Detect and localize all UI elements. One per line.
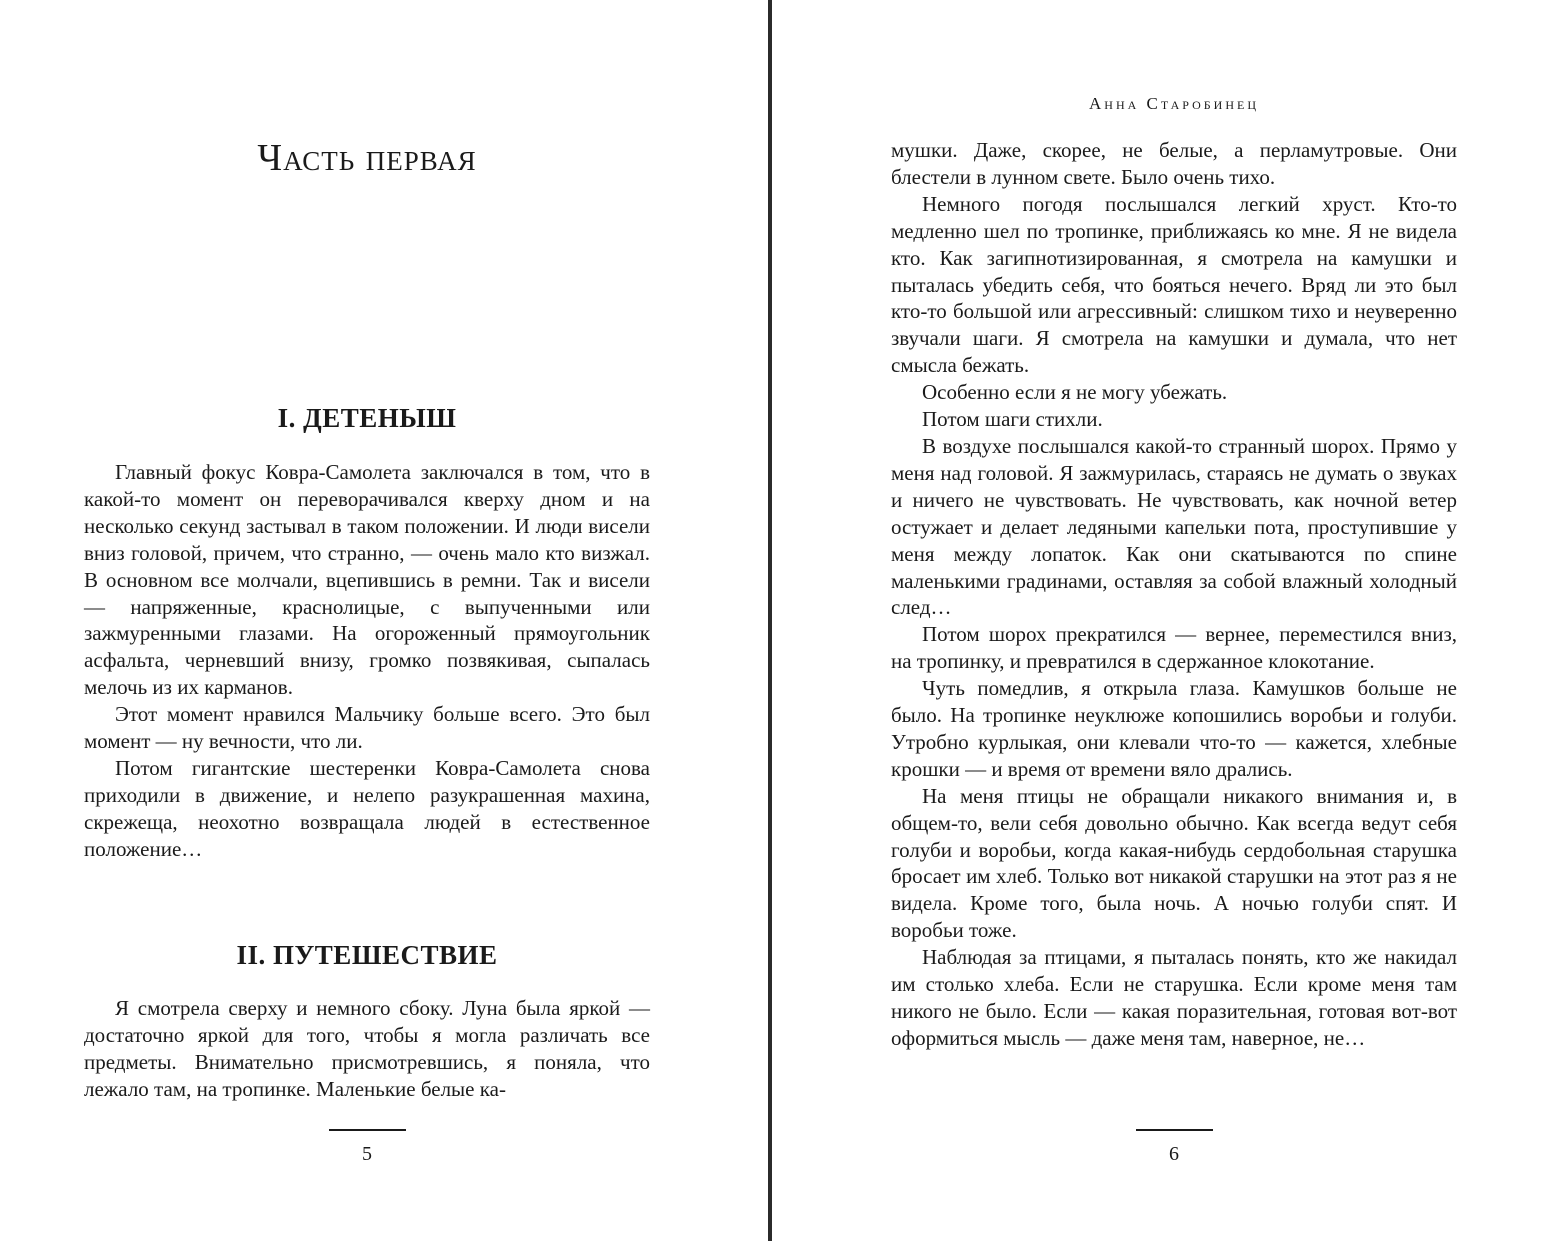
- page-number: 5: [362, 1143, 372, 1165]
- chapter-1-text: [84, 459, 650, 863]
- part-title: Часть первая: [257, 137, 477, 179]
- book-spine: [768, 0, 772, 1241]
- paragraph: В воздухе послышался какой-то странный шорох. Прямо у меня над головой. Я зажмурилась, стараясь не думать о звуках и ничего не чувствовать. Не чувствовать, как ночной ветер остужает и делает ледяными капельки пота, проступившие у меня между лопаток. Как они скатываются по спине маленькими градинами, оставляя за собой влажный холодный след…: [891, 433, 1457, 620]
- paragraph: Я смотрела сверху и немного сбоку. Луна была яркой — достаточно яркой для того, чтобы я могла различать все предметы. Внимательно присмотревшись, я поняла, что лежало там, на тропинке. Маленькие белые ка-: [84, 996, 650, 1101]
- paragraph: Потом шаги стихли.: [922, 407, 1103, 432]
- right-page: [891, 0, 1457, 1241]
- paragraph: Наблюдая за птицами, я пыталась понять, кто же накидал им столько хлеба. Если не старушка. Если кроме меня там никого не было. Если — какая поразительная, готовая вот-вот оформиться мысль — даже меня там, наверное, не…: [891, 945, 1457, 1050]
- paragraph: мушки. Даже, скорее, не белые, а перламутровые. Они блестели в лунном свете. Было очень тихо.: [891, 138, 1457, 189]
- page-number-rule: [329, 1129, 406, 1131]
- paragraph: Этот момент нравился Мальчику больше всего. Это был момент — ну вечности, что ли.: [84, 702, 650, 754]
- page-number: 6: [1169, 1143, 1179, 1165]
- chapter-2-text: [84, 995, 650, 1103]
- paragraph: Потом гигантские шестеренки Ковра-Самолета снова приходили в движение, и нелепо разукрашенная махина, скрежеща, неохотно возвращала людей в естественное положение…: [84, 755, 650, 861]
- paragraph: Главный фокус Ковра-Самолета заключался в том, что в какой-то момент он переворачивался кверху дном и на несколько секунд застывал в таком положении. И люди висели вниз головой, причем, что странно, — очень мало кто визжал. В основном все молчали, вцепившись в ремни. Так и висели — напряженные, краснолицые, с выпученными или зажмуренными глазами. На огороженный прямоугольник асфальта, черневший внизу, громко позвякивая, сыпалась мелочь из их карманов.: [84, 460, 650, 700]
- paragraph: Особенно если я не могу убежать.: [922, 380, 1228, 405]
- chapter-title-2: II. ПУТЕШЕСТВИЕ: [236, 940, 498, 970]
- running-head-author: Анна Старобинец: [1089, 94, 1259, 113]
- left-page: [84, 0, 650, 1241]
- paragraph: Чуть помедлив, я открыла глаза. Камушков больше не было. На тропинке неуклюже копошились воробьи и голуби. Утробно курлыкая, они клевали что-то — кажется, хлебные крошки — и время от времени вяло дрались.: [891, 676, 1457, 781]
- chapter-title-1: I. ДЕТЕНЫШ: [277, 403, 457, 433]
- paragraph: На меня птицы не обращали никакого внимания и, в общем-то, вели себя довольно обычно. Как всегда ведут себя голуби и воробьи, когда какая-нибудь сердобольная старушка бросает им хлеб. Только вот никакой старушки на этот раз я не видела. Кроме того, была ночь. А ночью голуби спят. И воробьи тоже.: [891, 783, 1457, 943]
- page-number-rule: [1136, 1129, 1213, 1131]
- paragraph: Потом шорох прекратился — вернее, переместился вниз, на тропинку, и превратился в сдержанное клокотание.: [891, 622, 1457, 674]
- paragraph: Немного погодя послышался легкий хруст. Кто-то медленно шел по тропинке, приближаясь ко мне. Я не видела кто. Как загипнотизированная, я смотрела на камушки и пыталась убедить себя, что бояться нечего. Вряд ли это был кто-то большой или агрессивный: слишком тихо и неуверенно звучали шаги. Я смотрела на камушки и думала, что нет смысла бежать.: [891, 191, 1457, 378]
- right-page-text: [891, 137, 1457, 1052]
